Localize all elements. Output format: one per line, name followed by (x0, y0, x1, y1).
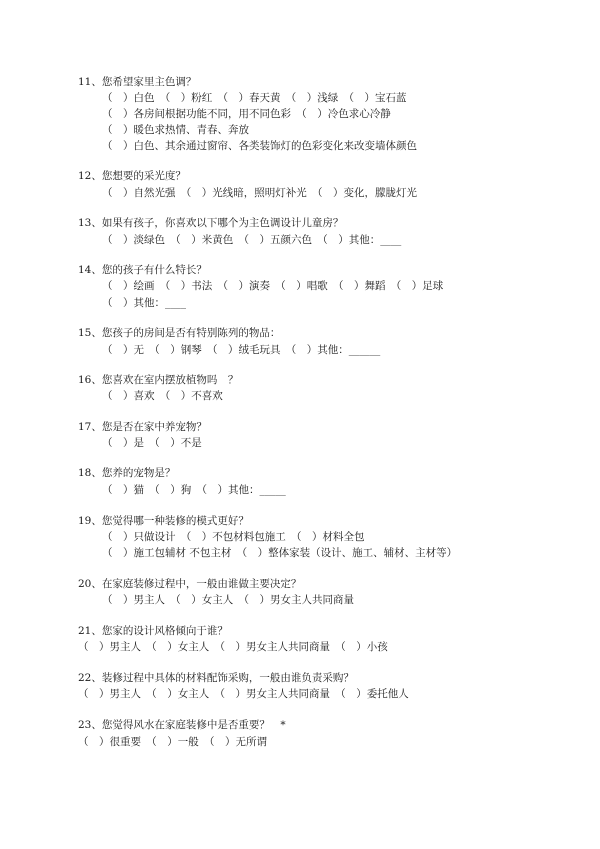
question-22-options-line-1[interactable]: （ ）男主人 （ ）女主人 （ ）男女主人共同商量 （ ）委托他人 (78, 688, 409, 700)
question-14-title: 14、您的孩子有什么特长？ (78, 264, 207, 276)
question-14-options-line-2[interactable]: （ ）其他：____ (102, 297, 186, 309)
question-15-title: 15、您孩子的房间是否有特别陈列的物品： (78, 327, 281, 339)
question-20-title: 20、在家庭装修过程中，一般由谁做主要决定？ (78, 578, 302, 590)
question-11-title: 11、您希望家里主色调？ (78, 76, 197, 88)
question-14-options-line-1[interactable]: （ ）绘画 （ ）书法 （ ）演奏 （ ）唱歌 （ ）舞蹈 （ ）足球 (102, 280, 444, 292)
question-16-options-line-1[interactable]: （ ）喜欢 （ ）不喜欢 (102, 390, 223, 402)
question-19-options-line-2[interactable]: （ ）施工包辅材 不包主材 （ ）整体家装（设计、施工、辅材、主材等） (102, 547, 458, 559)
question-11-options-line-4[interactable]: （ ）白色、其余通过窗帘、各类装饰灯的色彩变化来改变墙体颜色 (102, 140, 417, 152)
question-17-options-line-1[interactable]: （ ）是 （ ）不是 (102, 437, 202, 449)
question-12-options-line-1[interactable]: （ ）自然光强 （ ）光线暗，照明灯补光 （ ）变化，朦胧灯光 (102, 187, 417, 199)
question-20-options-line-1[interactable]: （ ）男主人 （ ）女主人 （ ）男女主人共同商量 (102, 594, 354, 606)
question-12-title: 12、您想要的采光度？ (78, 170, 186, 182)
question-21-options-line-1[interactable]: （ ）男主人 （ ）女主人 （ ）男女主人共同商量 （ ）小孩 (78, 641, 388, 653)
question-11-options-line-2[interactable]: （ ）各房间根据功能不同，用不同色彩 （ ）冷色求心冷静 (102, 108, 391, 120)
question-18-title: 18、您养的宠物是？ (78, 467, 176, 479)
question-17-title: 17、您是否在家中养宠物？ (78, 421, 207, 433)
question-23-title: 23、您觉得风水在家庭装修中是否重要？ * (78, 719, 286, 731)
question-15-options-line-1[interactable]: （ ）无 （ ）钢琴 （ ）绒毛玩具 （ ）其他：______ (102, 344, 381, 356)
question-19-title: 19、您觉得哪一种装修的模式更好？ (78, 515, 249, 527)
question-18-options-line-1[interactable]: （ ）猫 （ ）狗 （ ）其他：_____ (102, 484, 286, 496)
question-21-title: 21、您家的设计风格倾向于谁？ (78, 625, 228, 637)
question-16-title: 16、您喜欢在室内摆放植物吗 ？ (78, 374, 239, 386)
question-13-options-line-1[interactable]: （ ）淡绿色 （ ）米黄色 （ ）五颜六色 （ ）其他：____ (102, 234, 402, 246)
question-11-options-line-1[interactable]: （ ）白色 （ ）粉红 （ ）春天黄 （ ）浅绿 （ ）宝石蓝 (102, 92, 407, 104)
question-19-options-line-1[interactable]: （ ）只做设计 （ ）不包材料包施工 （ ）材料全包 (102, 531, 365, 543)
question-22-title: 22、装修过程中具体的材料配饰采购，一般由谁负责采购？ (78, 672, 354, 684)
question-13-title: 13、如果有孩子，你喜欢以下哪个为主色调设计儿童房？ (78, 217, 344, 229)
question-11-options-line-3[interactable]: （ ）暖色求热情、青春、奔放 (102, 124, 249, 136)
question-23-options-line-1[interactable]: （ ）很重要 （ ）一般 （ ）无所谓 (78, 736, 267, 748)
